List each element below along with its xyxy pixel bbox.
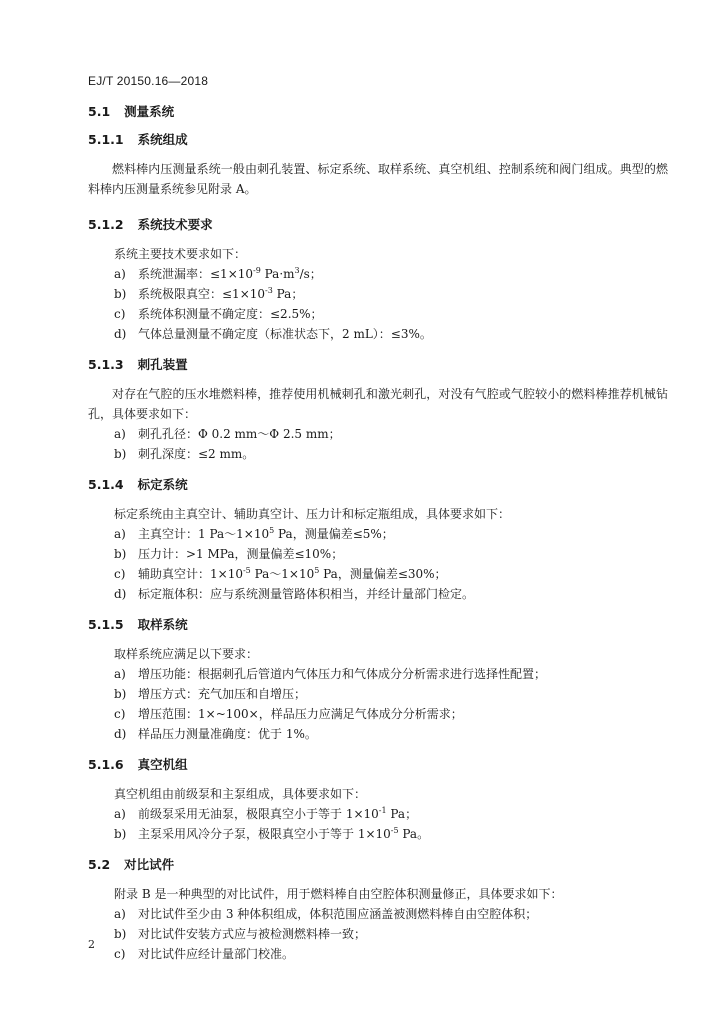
section-number: 5.1.4 <box>88 477 124 492</box>
list-item <box>88 904 668 924</box>
item-text: 辅助真空计：1×10 <box>138 567 243 581</box>
section-title: 取样系统 <box>137 617 188 632</box>
list-marker: a) <box>114 427 126 441</box>
item-text: 增压功能：根据刺孔后管道内气体压力和气体成分分析需求进行选择性配置； <box>138 667 547 681</box>
list-marker: b) <box>114 447 127 461</box>
paragraph: 燃料棒内压测量系统一般由刺孔装置、标定系统、取样系统、真空机组、控制系统和阀门组成。典型的燃料棒内压测量系统参见附录 A。 <box>88 162 668 196</box>
list-item <box>88 264 668 284</box>
section-heading-5-1 <box>88 103 668 121</box>
item-text: /s； <box>299 267 322 281</box>
section-heading-5-1-3 <box>88 356 668 374</box>
list-intro: 取样系统应满足以下要求： <box>114 647 259 661</box>
item-text: 对比试件安装方式应与被检测燃料棒一致； <box>138 927 367 941</box>
item-text: Pa； <box>386 807 418 821</box>
list-item <box>88 944 668 964</box>
item-text: 气体总量测量不确定度（标准状态下，2 mL）：≤3%。 <box>138 327 432 341</box>
section-title: 真空机组 <box>137 757 188 772</box>
item-text: 前级泵采用无油泵，极限真空小于等于 1×10 <box>138 807 379 821</box>
list-marker: a) <box>114 667 126 681</box>
standard-code: EJ/T 20150.16—2018 <box>88 74 209 88</box>
requirement-list <box>88 804 668 844</box>
section-title: 测量系统 <box>124 104 175 119</box>
superscript: -1 <box>378 806 387 815</box>
section-title: 系统技术要求 <box>137 217 213 232</box>
item-text: 系统极限真空：≤1×10 <box>138 287 266 301</box>
list-marker: a) <box>114 907 126 921</box>
superscript: -9 <box>253 266 261 275</box>
section-number: 5.1 <box>88 104 111 119</box>
list-item <box>88 424 668 444</box>
list-marker: d) <box>114 727 127 741</box>
list-marker: c) <box>114 947 126 961</box>
section-heading-5-2 <box>88 856 668 874</box>
list-marker: a) <box>114 807 126 821</box>
section-number: 5.1.1 <box>88 132 124 147</box>
document-body <box>88 103 668 976</box>
list-item <box>88 724 668 744</box>
list-item <box>88 564 668 584</box>
item-text: 增压范围：1×~100×，样品压力应满足气体成分分析需求； <box>138 707 463 721</box>
section-number: 5.2 <box>88 857 111 872</box>
list-marker: b) <box>114 547 127 561</box>
item-text: 对比试件至少由 3 种体积组成，体积范围应涵盖被测燃料棒自由空腔体积； <box>138 907 538 921</box>
requirement-list <box>88 524 668 604</box>
list-item <box>88 444 668 464</box>
section-number: 5.1.3 <box>88 357 124 372</box>
superscript: -5 <box>390 826 399 835</box>
item-text: 刺孔孔径：Φ 0.2 mm～Φ 2.5 mm； <box>138 427 341 441</box>
list-marker: b) <box>114 287 127 301</box>
section-title: 系统组成 <box>137 132 188 147</box>
section-heading-5-1-6 <box>88 756 668 774</box>
list-marker: c) <box>114 707 126 721</box>
list-marker: b) <box>114 927 127 941</box>
requirement-list <box>88 264 668 344</box>
list-item <box>88 524 668 544</box>
list-marker: c) <box>114 307 126 321</box>
item-text: 系统泄漏率：≤1×10 <box>138 267 254 281</box>
paragraph: 对存在气腔的压水堆燃料棒，推荐使用机械刺孔和激光刺孔，对没有气腔或气腔较小的燃料棒推荐机械钻孔，具体要求如下： <box>88 387 668 421</box>
list-item <box>88 324 668 344</box>
item-text: 增压方式：充气加压和自增压； <box>138 687 307 701</box>
list-intro: 附录 B 是一种典型的对比试件，用于燃料棒自由空腔体积测量修正，具体要求如下： <box>114 887 563 901</box>
superscript: 5 <box>269 526 275 535</box>
list-item <box>88 304 668 324</box>
section-number: 5.1.2 <box>88 217 124 232</box>
superscript: 5 <box>314 566 320 575</box>
list-item <box>88 824 668 844</box>
page-number: 2 <box>88 938 95 951</box>
list-item <box>88 284 668 304</box>
list-marker: d) <box>114 587 127 601</box>
section-title: 对比试件 <box>124 857 175 872</box>
section-heading-5-1-2 <box>88 216 668 234</box>
list-intro: 真空机组由前级泵和主泵组成，具体要求如下： <box>114 787 367 801</box>
list-marker: d) <box>114 327 127 341</box>
section-title: 标定系统 <box>137 477 188 492</box>
section-heading-5-1-5 <box>88 616 668 634</box>
requirement-list <box>88 904 668 964</box>
list-item <box>88 664 668 684</box>
list-intro: 系统主要技术要求如下： <box>114 247 247 261</box>
requirement-list <box>88 664 668 744</box>
list-item <box>88 704 668 724</box>
list-marker: b) <box>114 687 127 701</box>
list-intro: 标定系统由主真空计、辅助真空计、压力计和标定瓶组成，具体要求如下： <box>114 507 511 521</box>
item-text: Pa～1×10 <box>250 567 315 581</box>
list-marker: b) <box>114 827 127 841</box>
item-text: Pa，测量偏差≤30%； <box>319 567 447 581</box>
item-text: Pa； <box>272 287 304 301</box>
item-text: 压力计：>1 MPa，测量偏差≤10%； <box>138 547 344 561</box>
item-text: Pa。 <box>398 827 430 841</box>
list-marker: a) <box>114 267 126 281</box>
item-text: 主真空计：1 Pa～1×10 <box>138 527 270 541</box>
list-item <box>88 924 668 944</box>
item-text: 标定瓶体积：应与系统测量管路体积相当，并经计量部门检定。 <box>138 587 475 601</box>
section-number: 5.1.5 <box>88 617 124 632</box>
superscript: -3 <box>265 286 273 295</box>
section-number: 5.1.6 <box>88 757 124 772</box>
superscript: -5 <box>242 566 251 575</box>
item-text: 主泵采用风冷分子泵，极限真空小于等于 1×10 <box>138 827 391 841</box>
section-title: 刺孔装置 <box>137 357 188 372</box>
section-heading-5-1-1 <box>88 131 668 149</box>
item-text: Pa·m <box>260 267 295 281</box>
item-text: 系统体积测量不确定度：≤2.5%； <box>138 307 323 321</box>
section-heading-5-1-4 <box>88 476 668 494</box>
list-item <box>88 804 668 824</box>
list-item <box>88 544 668 564</box>
list-marker: a) <box>114 527 126 541</box>
requirement-list <box>88 424 668 464</box>
item-text: 对比试件应经计量部门校准。 <box>138 947 295 961</box>
list-item <box>88 684 668 704</box>
item-text: 样品压力测量准确度：优于 1%。 <box>138 727 317 741</box>
list-item <box>88 584 668 604</box>
superscript: 3 <box>294 266 300 275</box>
item-text: Pa，测量偏差≤5%； <box>274 527 394 541</box>
list-marker: c) <box>114 567 126 581</box>
item-text: 刺孔深度：≤2 mm。 <box>138 447 255 461</box>
